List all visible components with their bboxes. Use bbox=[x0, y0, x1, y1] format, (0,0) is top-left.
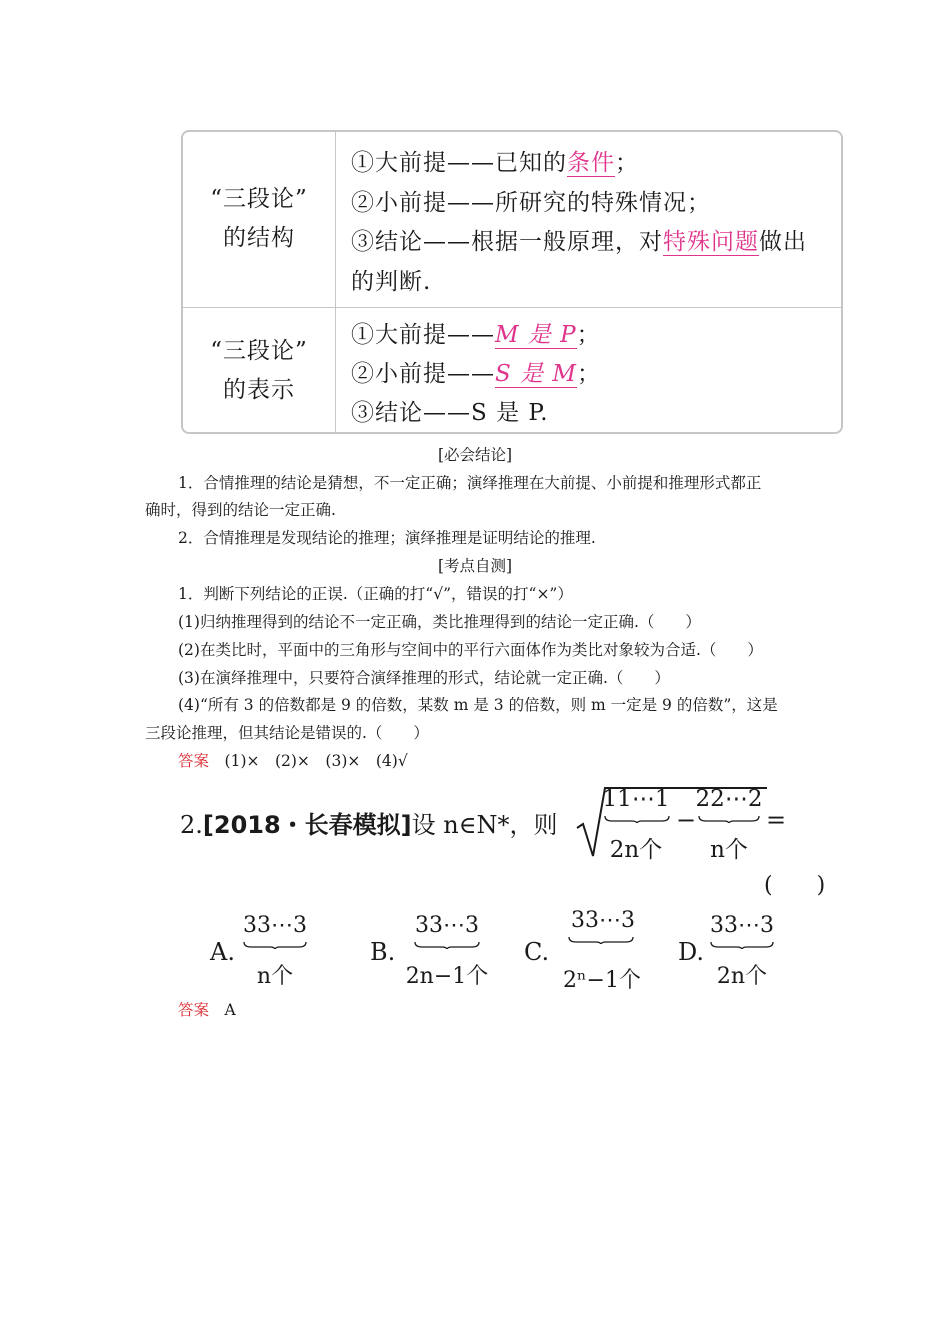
radical-term-b: 22⋯2 bbox=[695, 786, 763, 812]
section-title-self-test: [考点自测] bbox=[437, 557, 513, 575]
row1-header-line2: 的结构 bbox=[223, 225, 295, 251]
conclusion-2: 2．合情推理是发现结论的推理；演绎推理是证明结论的推理. bbox=[178, 529, 596, 547]
row2-line2: ②小前提——S 是 M； bbox=[351, 361, 601, 387]
table-divider-horizontal bbox=[183, 307, 841, 308]
conclusion-1b: 确时，得到的结论一定正确. bbox=[145, 501, 336, 519]
option-b-count: 2n−1个 bbox=[405, 964, 489, 989]
row1-header-line1: “三段论” bbox=[210, 186, 308, 212]
question-2-stem: 2.[2018・长春模拟]设 n∈N*，则 bbox=[180, 811, 558, 839]
answer-paren: ( ) bbox=[764, 873, 826, 898]
question-1-item-4b: 三段论推理，但其结论是错误的.（ ） bbox=[145, 724, 429, 742]
option-b-underbrace bbox=[414, 941, 480, 949]
table-divider-vertical bbox=[335, 132, 336, 432]
row2-header-line1: “三段论” bbox=[210, 338, 308, 364]
question-1-item-2: (2)在类比时，平面中的三角形与空间中的平行六面体作为类比对象较为合适.（ ） bbox=[178, 641, 763, 659]
option-c-count: 2ⁿ−1个 bbox=[563, 968, 641, 993]
minus-sign: − bbox=[676, 806, 697, 834]
radical-term-b-count: n个 bbox=[710, 837, 748, 863]
key-condition: 条件 bbox=[567, 150, 615, 176]
option-d-label: D. bbox=[678, 938, 705, 966]
option-c-top: 33⋯3 bbox=[571, 908, 635, 933]
key-s-is-m: S 是 M bbox=[495, 361, 577, 387]
answer-label-2: 答案 bbox=[178, 1001, 210, 1019]
row1-line1: ①大前提——已知的条件； bbox=[351, 150, 639, 176]
answer-1: 答案 (1)× (2)× (3)× (4)√ bbox=[178, 752, 408, 770]
row2-line1: ①大前提——M 是 P； bbox=[351, 322, 601, 348]
row2-header bbox=[183, 332, 335, 410]
option-c-underbrace bbox=[568, 936, 634, 944]
option-a-underbrace bbox=[243, 941, 307, 949]
row1-header bbox=[183, 180, 335, 258]
underbrace-a bbox=[604, 815, 670, 823]
row1-line3: ③结论——根据一般原理，对特殊问题做出 bbox=[351, 229, 807, 255]
row1-line2: ②小前提——所研究的特殊情况； bbox=[351, 190, 711, 216]
option-d-underbrace bbox=[710, 941, 774, 949]
equals-sign: = bbox=[766, 806, 787, 834]
question-1: 1．判断下列结论的正误.（正确的打“√”，错误的打“×”） bbox=[178, 585, 573, 603]
option-a-top: 33⋯3 bbox=[243, 913, 307, 938]
option-c-label: C. bbox=[524, 938, 550, 966]
conclusion-1a: 1．合情推理的结论是猜想，不一定正确；演绎推理在大前提、小前提和推理形式都正 bbox=[178, 474, 762, 492]
row2-line3: ③结论——S 是 P. bbox=[351, 400, 549, 426]
radical-term-a-count: 2n个 bbox=[609, 837, 663, 863]
section-title-conclusions: [必会结论] bbox=[437, 446, 513, 464]
option-d-top: 33⋯3 bbox=[710, 913, 774, 938]
option-d-count: 2n个 bbox=[716, 964, 768, 989]
key-special-problem: 特殊问题 bbox=[663, 229, 759, 255]
question-2-source: [2018・长春模拟] bbox=[202, 811, 412, 839]
option-b-label: B. bbox=[370, 938, 396, 966]
row2-header-line2: 的表示 bbox=[223, 377, 295, 403]
underbrace-b bbox=[698, 815, 760, 823]
option-a-count: n个 bbox=[256, 964, 294, 989]
radical-term-a: 11⋯1 bbox=[602, 786, 670, 812]
question-1-item-3: (3)在演绎推理中，只要符合演绎推理的形式，结论就一定正确.（ ） bbox=[178, 669, 670, 687]
three-syllogism-table bbox=[181, 130, 843, 434]
option-b-top: 33⋯3 bbox=[415, 913, 479, 938]
key-m-is-p: M 是 P bbox=[495, 322, 577, 348]
option-a-label: A. bbox=[210, 938, 235, 966]
question-1-item-1: (1)归纳推理得到的结论不一定正确，类比推理得到的结论一定正确.（ ） bbox=[178, 613, 701, 631]
answer-label: 答案 bbox=[178, 752, 210, 770]
row1-line4: 的判断. bbox=[351, 269, 432, 295]
answer-2: 答案 A bbox=[178, 1001, 236, 1019]
question-1-item-4a: (4)“所有 3 的倍数都是 9 的倍数，某数 m 是 3 的倍数，则 m 一定是 9 的倍数”，这是 bbox=[178, 696, 778, 714]
